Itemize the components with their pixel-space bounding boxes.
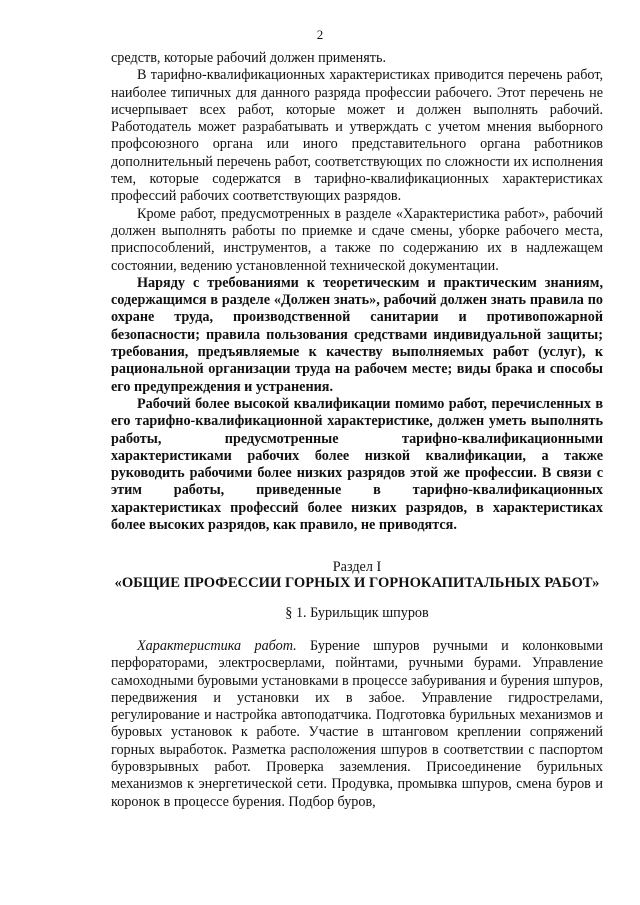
section-name: «ОБЩИЕ ПРОФЕССИИ ГОРНЫХ И ГОРНОКАПИТАЛЬНЫХ РАБОТ» [114,575,600,591]
section-title: Раздел I [332,559,382,575]
paragraph-2: В тарифно-квалификационных характеристиках приводится перечень работ, наиболее типичных для данного разряда профессии рабочего. Этот перечень не исчерпывает всех работ, которые может и должен выполнять рабочий. Работодатель может разрабатывать и утверждать с учетом мнения выборного профсоюзного органа или иного представительного органа работников дополнительный перечень работ, соответствующих по сложности их исполнения тем, которые содержатся в тарифно-квалификационных характеристиках профессий рабочих соответствующих разрядов. [111,67,603,205]
paragraph-4: Наряду с требованиями к теоретическим и практическим знаниям, содержащимся в разделе «Должен знать», рабочий должен знать правила по охране труда, производственной санитарии и противопожарной безопасности; правила пользования средствами индивидуальной защиты; требования, предъявляемые к качеству выполняемых работ (услуг), к рациональной организации труда на рабочем месте; виды брака и способы его предупреждения и устранения. [111,274,603,395]
subsection-title: § 1. Бурильщик шпуров [285,605,429,621]
page-number: 2 [316,27,324,42]
paragraph-5: Рабочий более высокой квалификации помимо работ, перечисленных в его тарифно-квалификационной характеристике, должен уметь выполнять работы, предусмотренные тарифно-квалификационными характеристиками рабочих более низкой квалификации, а также руководить рабочими более низких разрядов этой же профессии. В связи с этим работы, приведенные в тарифно-квалификационных характеристиках профессий более низких разрядов, в характеристиках более высоких разрядов, как правило, не приводятся. [111,395,603,534]
job-characteristic-text: Бурение шпуров ручными и колонковыми перфораторами, электросверлами, пойнтами, ручными бурами. Управление самоходными буровыми установками в процессе забуривания и бурения шпуров, передвижения и установки их в забое. Управление гидрострелами, регулирование и настройка автоподатчика. Подготовка бурильных механизмов и буровых установок к работе. Участие в штанговом креплении сопряжений горных выработок. Разметка расположения шпуров в соответствии с паспортом буровзрывных работ. Проверка заземления. Присоединение бурильных механизмов к энергетической сети. Продувка, промывка шпуров, смена буров и коронок в процессе бурения. Подбор буров, [111,638,603,810]
paragraph-3: Кроме работ, предусмотренных в разделе «Характеристика работ», рабочий должен выполнять работы по приемке и сдаче смены, уборке рабочего места, приспособлений, инструментов, а также по содержанию их в надлежащем состоянии, ведению установленной технической документации. [111,205,603,274]
job-characteristic-block [111,638,603,811]
job-characteristic-paragraph [111,638,603,811]
paragraph-1: средств, которые рабочий должен применять. [111,50,387,66]
intro-text-block [111,50,603,534]
job-characteristic-label: Характеристика работ. [137,638,297,654]
